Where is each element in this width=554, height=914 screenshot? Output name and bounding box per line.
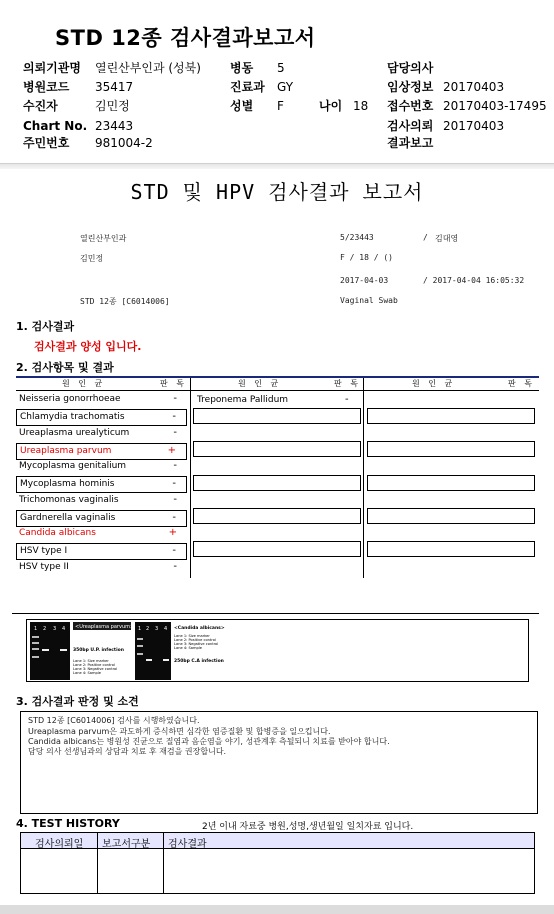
page-bottom-edge <box>0 905 554 914</box>
gel-left-mark: 350bp U.P. infection <box>73 648 124 653</box>
history-col-result: 검사결과 <box>168 839 207 850</box>
gel-legend-line: Lane 1: Size marker <box>73 659 109 663</box>
table-header-rule <box>16 390 539 391</box>
organism-result: - <box>173 460 177 471</box>
empty-cell <box>367 408 535 424</box>
gel-band <box>32 648 39 650</box>
info-specimen: Vaginal Swab <box>340 296 398 305</box>
empty-cell <box>367 475 535 491</box>
header-title: STD 12종 검사결과보고서 <box>55 26 316 50</box>
resident-label: 주민번호 <box>23 136 70 150</box>
receipt-label: 접수번호 <box>387 99 434 113</box>
table-row <box>16 543 187 560</box>
info-doctor: 김대영 <box>435 234 459 243</box>
organism-name: Gardnerella vaginalis <box>20 513 116 523</box>
organism-name: Ureaplasma urealyticum <box>19 428 130 438</box>
patient-value: 김민정 <box>95 99 130 113</box>
hospital-code-label: 병원코드 <box>23 80 70 94</box>
table-divider-1 <box>190 378 191 578</box>
gel-band <box>146 659 152 661</box>
gel-band <box>32 656 39 658</box>
empty-cell <box>193 408 361 424</box>
empty-cell <box>193 541 361 557</box>
info-test-name: STD 12종 [C6014006] <box>80 297 170 306</box>
chart-value: 23443 <box>95 119 134 133</box>
info-doctor-sep: / <box>423 233 428 242</box>
opinion-box <box>20 711 538 814</box>
table-row <box>16 560 187 577</box>
result-summary: 검사결과 양성 입니다. <box>34 340 142 353</box>
lane-label: 3 <box>53 626 57 632</box>
gel-left-title: <Ureaplasma parvum> <box>75 624 135 630</box>
doctor-label: 담당의사 <box>387 61 434 75</box>
organism-result: + <box>167 445 176 456</box>
lane-label: 4 <box>164 626 168 632</box>
col-judge-3: 판 독 <box>508 379 535 388</box>
chart-label: Chart No. <box>23 119 88 133</box>
info-date-received: 2017-04-03 <box>340 276 389 285</box>
receipt-value: 20170403-17495 <box>443 99 547 113</box>
history-col-date: 검사의뢰일 <box>35 839 84 850</box>
report-label: 결과보고 <box>387 136 434 150</box>
clinical-label: 임상정보 <box>387 80 434 94</box>
organism-result: - <box>173 494 177 505</box>
sex-value: F <box>277 99 284 113</box>
gel-legend-line: Lane 3: Negative control <box>174 642 219 646</box>
dept-label: 진료과 <box>230 80 265 94</box>
gel-band <box>137 645 143 647</box>
info-clinic: 열린산부인과 <box>80 234 127 243</box>
ward-label: 병동 <box>230 61 254 75</box>
section-separator <box>12 613 539 614</box>
empty-cell <box>193 508 361 524</box>
gel-legend-line: Lane 3: Negative control <box>73 667 118 671</box>
col-organism-2: 원 인 균 <box>238 379 282 388</box>
report-header <box>0 0 554 163</box>
gel-band <box>163 659 169 661</box>
organism-result: - <box>172 411 176 422</box>
gel-band <box>42 649 49 651</box>
section-4-heading: 4. TEST HISTORY <box>16 817 120 830</box>
empty-cell <box>367 508 535 524</box>
sex-label: 성별 <box>230 99 254 113</box>
lane-label: 4 <box>62 626 66 632</box>
gel-electrophoresis-image <box>26 619 529 682</box>
report-title: STD 및 HPV 검사결과 보고서 <box>130 180 424 204</box>
organism-result: - <box>172 545 176 556</box>
table-row <box>16 426 187 443</box>
gel-band <box>32 636 39 638</box>
lane-label: 1 <box>34 626 38 632</box>
ward-value: 5 <box>277 61 285 75</box>
gel-right-title: <Candida albicans> <box>174 626 225 631</box>
table-row <box>16 443 187 460</box>
organism-name: Mycoplasma hominis <box>20 479 115 489</box>
opinion-line: STD 12종 [C6014006] 검사를 시행하였습니다. <box>28 716 200 725</box>
organism-name: Trichomonas vaginalis <box>19 495 119 505</box>
empty-cell <box>193 441 361 457</box>
section-2-heading: 2. 검사항목 및 결과 <box>16 361 114 374</box>
organism-result: + <box>168 527 177 538</box>
table-row <box>16 409 187 426</box>
empty-cell <box>367 441 535 457</box>
gel-band <box>60 649 67 651</box>
lane-label: 3 <box>155 626 159 632</box>
organism-name-treponema: Treponema Pallidum <box>197 395 289 405</box>
gel-legend-line: Lane 4: Sample <box>174 646 202 650</box>
organism-result: - <box>172 478 176 489</box>
history-divider <box>163 833 164 893</box>
history-col-type: 보고서구분 <box>102 839 151 850</box>
organism-name: Candida albicans <box>19 528 96 538</box>
organism-name: HSV type II <box>19 562 69 572</box>
table-divider-2 <box>363 378 364 578</box>
organism-name: Ureaplasma parvum <box>20 446 112 456</box>
age-value: 18 <box>353 99 369 113</box>
gel-legend-line: Lane 2: Positive control <box>174 638 216 642</box>
opinion-line: 담당 의사 선생님과의 상담과 치료 후 재검을 권장합니다. <box>28 747 227 756</box>
history-divider <box>97 833 98 893</box>
col-organism-1: 원 인 균 <box>62 379 106 388</box>
table-row <box>16 526 187 543</box>
request-label: 검사의뢰 <box>387 119 434 133</box>
resident-value: 981004-2 <box>95 136 153 150</box>
lane-label: 1 <box>138 626 142 632</box>
institution-label: 의뢰기관명 <box>23 61 81 75</box>
empty-cell <box>193 475 361 491</box>
hospital-code-value: 35417 <box>95 80 134 94</box>
dept-value: GY <box>277 80 294 94</box>
organism-result: - <box>173 427 177 438</box>
organism-result: - <box>173 561 177 572</box>
empty-cell <box>367 541 535 557</box>
info-sex-age: F / 18 / () <box>340 253 393 262</box>
table-row <box>16 493 187 510</box>
opinion-line: Ureaplasma parvum은 과도하게 증식하면 심각한 염증질환 및 합병증을 일으킵니다. <box>28 727 331 736</box>
info-date-reported: / 2017-04-04 16:05:32 <box>423 276 525 285</box>
opinion-line: Candida albicans는 병원성 진균으로 질염과 음순염을 야기, 성관계후 측될되니 치료를 받아야 합니다. <box>28 737 390 746</box>
organism-result: - <box>173 393 177 404</box>
header-divider <box>0 163 554 169</box>
clinical-value: 20170403 <box>443 80 505 94</box>
age-label: 나이 <box>319 99 343 113</box>
lane-label: 2 <box>146 626 150 632</box>
col-judge-1: 판 독 <box>160 379 187 388</box>
col-organism-3: 원 인 균 <box>412 379 456 388</box>
info-chart: 5/23443 <box>340 233 374 242</box>
gel-band <box>32 642 39 644</box>
gel-band <box>137 653 143 655</box>
gel-right-mark: 250bp C.A infection <box>174 659 224 664</box>
institution-value: 열린산부인과 (성북) <box>95 61 201 75</box>
gel-legend-line: Lane 1: Size marker <box>174 634 210 638</box>
info-patient: 김민정 <box>80 254 104 263</box>
table-row <box>16 510 187 527</box>
table-row <box>16 476 187 493</box>
section-1-heading: 1. 검사결과 <box>16 320 75 333</box>
organism-name: Neisseria gonorrhoeae <box>19 394 121 404</box>
table-row <box>16 459 187 476</box>
table-row <box>16 392 187 409</box>
organism-name: HSV type I <box>20 546 68 556</box>
section-3-heading: 3. 검사결과 판정 및 소견 <box>16 695 139 708</box>
col-judge-2: 판 독 <box>334 379 361 388</box>
organism-name: Mycoplasma genitalium <box>19 461 127 471</box>
gel-band <box>137 638 143 640</box>
organism-result-treponema: - <box>345 394 349 405</box>
organism-result: - <box>172 512 176 523</box>
patient-label: 수진자 <box>23 99 58 113</box>
organism-name: Chlamydia trachomatis <box>20 412 125 422</box>
gel-legend-line: Lane 4: Sample <box>73 671 101 675</box>
history-note: 2년 이내 자료중 병원,성명,생년월일 일치자료 입니다. <box>202 822 414 832</box>
history-table <box>20 832 535 894</box>
gel-legend-line: Lane 2: Positive control <box>73 663 115 667</box>
gel-image-svg <box>27 620 530 683</box>
lane-label: 2 <box>43 626 47 632</box>
request-value: 20170403 <box>443 119 505 133</box>
